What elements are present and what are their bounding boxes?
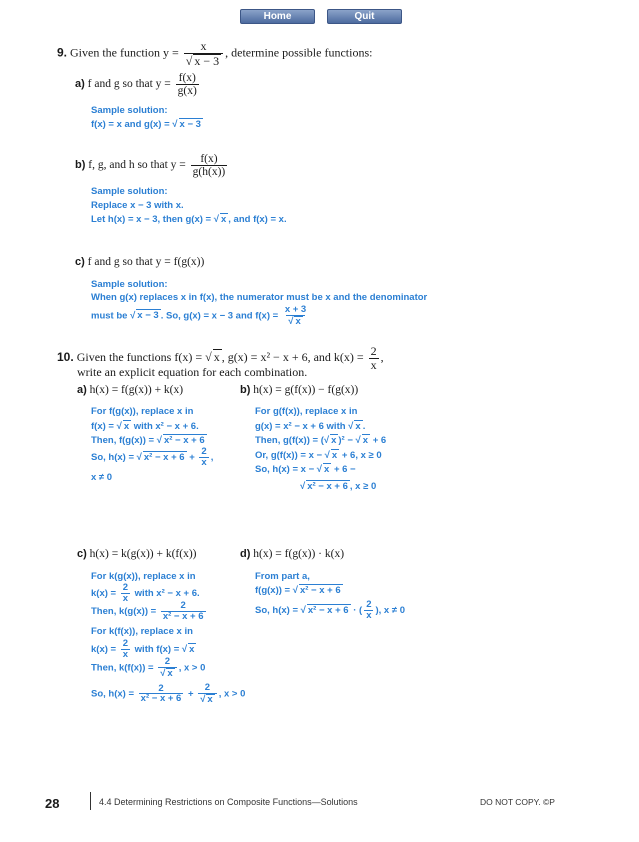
q9-frac-num: x [200, 39, 207, 53]
q10d-l2-text: f(g(x)) = [255, 585, 291, 596]
q9a-frac-den: g(x) [177, 85, 197, 98]
q9b-solution-line2: Let h(x) = x − 3, then g(x) = √ x , and f(x) = x. [91, 214, 287, 225]
quit-button[interactable]: Quit [327, 9, 402, 24]
q10b-l5-text: So, h(x) = x − [255, 464, 315, 475]
q10a-l4-den: x [201, 456, 207, 468]
q10a-l4-plus: + [189, 451, 195, 463]
q10b-text: h(x) = g(f(x)) − f(g(x)) [253, 384, 359, 396]
footer-copyright: DO NOT COPY. ©P [480, 797, 555, 807]
q10d-l3-text: So, h(x) = [255, 604, 299, 616]
q10a-line5: x ≠ 0 [91, 472, 113, 483]
q10-number: 10. [57, 349, 74, 364]
q9c-solution-heading: Sample solution: [91, 279, 168, 290]
q10c-l2-text: k(x) = [91, 587, 117, 599]
q9c-sol-mid: . So, g(x) = x − 3 and f(x) = [160, 310, 279, 322]
q10c-l7-fraction [139, 684, 184, 705]
q9c-solution-line2: must be √ x − 3 . So, g(x) = x − 3 and f(x) = $\frac{x + 3}{√ x}$ [91, 304, 307, 327]
q10d-l3-dot: · [353, 604, 357, 616]
q10b-prompt [240, 384, 358, 396]
footer-divider [90, 792, 91, 810]
q10-stem-line2: write an explicit equation for each combination. [77, 365, 308, 379]
q10c-l5-num: 2 [122, 638, 129, 649]
q10d-l3-tail: , x ≠ 0 [378, 604, 405, 616]
q9b-sol-tail: , and f(x) = x. [228, 214, 287, 225]
q10b-l2-text: g(x) = x² − x + 6 with [255, 421, 346, 432]
q9c-sol-frac-den: x [295, 315, 301, 327]
q9a-sol-text: f(x) = x and g(x) = [91, 119, 170, 130]
q10d-prompt [240, 548, 344, 560]
q10c-l7-num: 2 [158, 682, 164, 694]
q10c-line5: k(x) = $\frac{2}{x}$ with f(x) = √ x [91, 638, 195, 660]
q10c-l7-num2: 2 [204, 682, 211, 693]
q10c-l7-den2: x [207, 693, 213, 705]
q10c-l6-num: 2 [164, 656, 171, 667]
q9-fraction: $\frac{x}{√ x - 3}$ [184, 40, 223, 67]
q10c-l3-text: Then, k(g(x)) = [91, 605, 157, 617]
q10c-l6-tail: , x > 0 [178, 662, 206, 674]
q9-frac-den: x − 3 [194, 53, 220, 68]
q10b-l4-tail: + 6, x ≥ 0 [341, 450, 382, 461]
q9c-prompt [75, 256, 204, 268]
q9c-text: f and g so that y = f(g(x)) [87, 256, 205, 268]
q10c-text: h(x) = k(g(x)) + k(f(x)) [89, 548, 197, 560]
q10b-l4-radical: x [331, 450, 338, 461]
q10a-l4-comma: , [210, 451, 214, 463]
footer-title: 4.4 Determining Restrictions on Composite Functions—Solutions [99, 797, 358, 807]
q10b-line3: Then, g(f(x)) = (√ x )² − √ x + 6 [255, 435, 387, 446]
q10a-l4-text: So, h(x) = [91, 451, 135, 463]
q10c-line3 [91, 601, 208, 622]
q10c-label: c) [77, 548, 87, 560]
q10a-l4-num: 2 [201, 446, 207, 457]
q10b-l6-radical: x² − x + 6 [307, 481, 348, 492]
q10d-l3-fraction [364, 600, 373, 621]
q10-stem-line1: 10. Given the functions f(x) = √ x , g(x) = x² − x + 6, and k(x) = $\frac{2}{x}$ , [57, 344, 384, 372]
q10b-l4-text: Or, g(f(x)) = x − [255, 450, 323, 461]
q9a-solution-heading: Sample solution: [91, 105, 168, 116]
q9-stem-post: , determine possible functions: [225, 45, 373, 60]
q10c-l5-den: x [122, 648, 129, 660]
q9c-sol-text: must be [91, 310, 128, 322]
q10c-l6-den: x [167, 667, 173, 679]
q10b-line6: √ x² − x + 6 , x ≥ 0 [300, 481, 377, 492]
q10d-text: h(x) = f(g(x)) · k(x) [253, 548, 345, 560]
q10b-label: b) [240, 384, 251, 396]
q9a-frac-num: f(x) [178, 72, 196, 84]
q10b-l2-radical: x [355, 421, 361, 432]
q10d-line2: f(g(x)) = √ x² − x + 6 [255, 585, 341, 596]
q10c-line1: For k(g(x)), replace x in [91, 571, 196, 582]
q9b-frac-num: f(x) [200, 153, 218, 165]
q10b-l2-dot: . [362, 421, 366, 432]
q10b-l5-tail: + 6 − [333, 464, 356, 475]
q9a-solution-line: f(x) = x and g(x) = √ x − 3 [91, 119, 201, 130]
q10-comma: , [380, 349, 384, 364]
q10c-l3-num: 2 [180, 600, 186, 611]
q10a-l2-tail: with x² − x + 6. [133, 421, 199, 432]
q10b-line5: So, h(x) = x − √ x + 6 − [255, 464, 356, 475]
q10c-line4: For k(f(x)), replace x in [91, 626, 193, 637]
q9c-sol-fraction: $\frac{x + 3}{√ x}$ [284, 304, 307, 327]
q9a-fraction [176, 72, 199, 97]
q10c-l3-den: x² − x + 6 [162, 610, 204, 622]
q10c-l2-tail: with x² − x + 6. [134, 587, 200, 599]
q10c-l7-plus: + [187, 688, 194, 700]
q10c-l2-den: x [122, 592, 129, 604]
page-number: 28 [45, 796, 60, 811]
q10a-line3: Then, f(g(x)) = √ x² − x + 6 [91, 435, 205, 446]
q10c-l6-fraction: $\frac{2}{√ x}$ [158, 657, 177, 679]
q10b-line2: g(x) = x² − x + 6 with √ x . [255, 421, 366, 432]
q10a-line1: For f(g(x)), replace x in [91, 406, 194, 417]
q10b-l3-text: Then, g(f(x)) = ( [255, 435, 324, 446]
q10a-l2-radical: x [123, 421, 130, 432]
q10a-l2-text: f(x) = [91, 421, 114, 432]
q10-fraction [369, 345, 379, 371]
q10a-l3-text: Then, f(g(x)) = [91, 435, 155, 446]
q10c-line7 [91, 683, 245, 705]
q10c-prompt [77, 548, 197, 560]
q10b-line4: Or, g(f(x)) = x − √ x + 6, x ≥ 0 [255, 450, 382, 461]
q10a-label: a) [77, 384, 87, 396]
q10b-l5-radical: x [324, 464, 330, 475]
q9-stem-text: Given the function y = [70, 45, 179, 60]
q10c-l6-text: Then, k(f(x)) = [91, 662, 154, 674]
q10b-l3-tail: + 6 [372, 435, 387, 446]
q10b-l3-mid: )² − [338, 435, 353, 446]
q10c-l7-den: x² − x + 6 [140, 693, 182, 705]
q10c-l5-radical: x [189, 643, 195, 655]
q9b-prompt [75, 153, 229, 178]
q10c-l3-fraction [161, 601, 206, 622]
q10a-l4-fraction [199, 447, 208, 468]
q9c-sol-radical: x − 3 [137, 310, 159, 322]
q9c-label: c) [75, 256, 85, 268]
q10c-l5-text: k(x) = [91, 643, 117, 655]
q10-text2: , g(x) = x² − x + 6, and k(x) = [221, 349, 364, 364]
q9a-prompt [75, 72, 201, 97]
q10-radical: x [213, 349, 220, 364]
q9b-solution-heading: Sample solution: [91, 186, 168, 197]
q9-number: 9. [57, 45, 68, 60]
q10c-l7-fraction2: $\frac{2}{√ x}$ [198, 683, 217, 705]
q10d-l3-num: 2 [366, 599, 372, 610]
q10a-line2: f(x) = √ x with x² − x + 6. [91, 421, 199, 432]
q9b-text: f, g, and h so that y = [88, 159, 186, 172]
q9a-sol-radical: x − 3 [179, 119, 201, 130]
q9b-fraction [191, 153, 228, 178]
q9-stem [57, 40, 372, 67]
q10-frac-num: 2 [370, 344, 377, 358]
home-button[interactable]: Home [240, 9, 315, 24]
q9a-label: a) [75, 78, 85, 91]
q10b-l3-radical: x [331, 435, 337, 446]
q10c-l7-text: So, h(x) = [91, 688, 135, 700]
q10b-l3-radical2: x [362, 435, 369, 446]
q10a-prompt [77, 384, 183, 396]
q10d-l2-radical: x² − x + 6 [299, 585, 341, 596]
q10d-label: d) [240, 548, 251, 560]
q9b-sol-radical: x [220, 214, 227, 225]
q9b-sol-text: Let h(x) = x − 3, then g(x) = [91, 214, 212, 225]
q10a-text: h(x) = f(g(x)) + k(x) [89, 384, 184, 396]
q10-frac-den: x [370, 357, 377, 372]
q9c-solution-line1: When g(x) replaces x in f(x), the numerator must be x and the denominator [91, 292, 428, 303]
q10c-l5-mid: with f(x) = [134, 643, 180, 655]
q9b-frac-den: g(h(x)) [192, 166, 226, 179]
q9b-solution-line1: Replace x − 3 with x. [91, 200, 184, 211]
q9b-label: b) [75, 159, 86, 172]
q10a-line4: So, h(x) = √ x² − x + 6 + $\frac{2}{x}$ , [91, 446, 214, 468]
nav-bar [0, 9, 639, 23]
q10d-l3-den: x [366, 609, 372, 621]
q10b-l6-tail: , x ≥ 0 [349, 481, 377, 492]
q10d-line3: So, h(x) = √ x² − x + 6 · ( $\frac{2}{x}$ ), x ≠ 0 [255, 599, 405, 621]
q10d-line1: From part a, [255, 571, 310, 582]
q10c-line6 [91, 657, 205, 679]
q10c-l7-tail: , x > 0 [218, 688, 246, 700]
q9a-text: f and g so that y = [87, 78, 171, 91]
q10d-l3-radical: x² − x + 6 [307, 604, 349, 616]
q10a-l3-radical: x² − x + 6 [163, 435, 205, 446]
q10-text1: Given the functions f(x) = [76, 349, 203, 364]
q10c-l2-num: 2 [122, 582, 129, 593]
q9c-sol-frac-num: x + 3 [284, 304, 307, 315]
q10a-l4-radical: x² − x + 6 [143, 451, 185, 463]
q10b-line1: For g(f(x)), replace x in [255, 406, 358, 417]
